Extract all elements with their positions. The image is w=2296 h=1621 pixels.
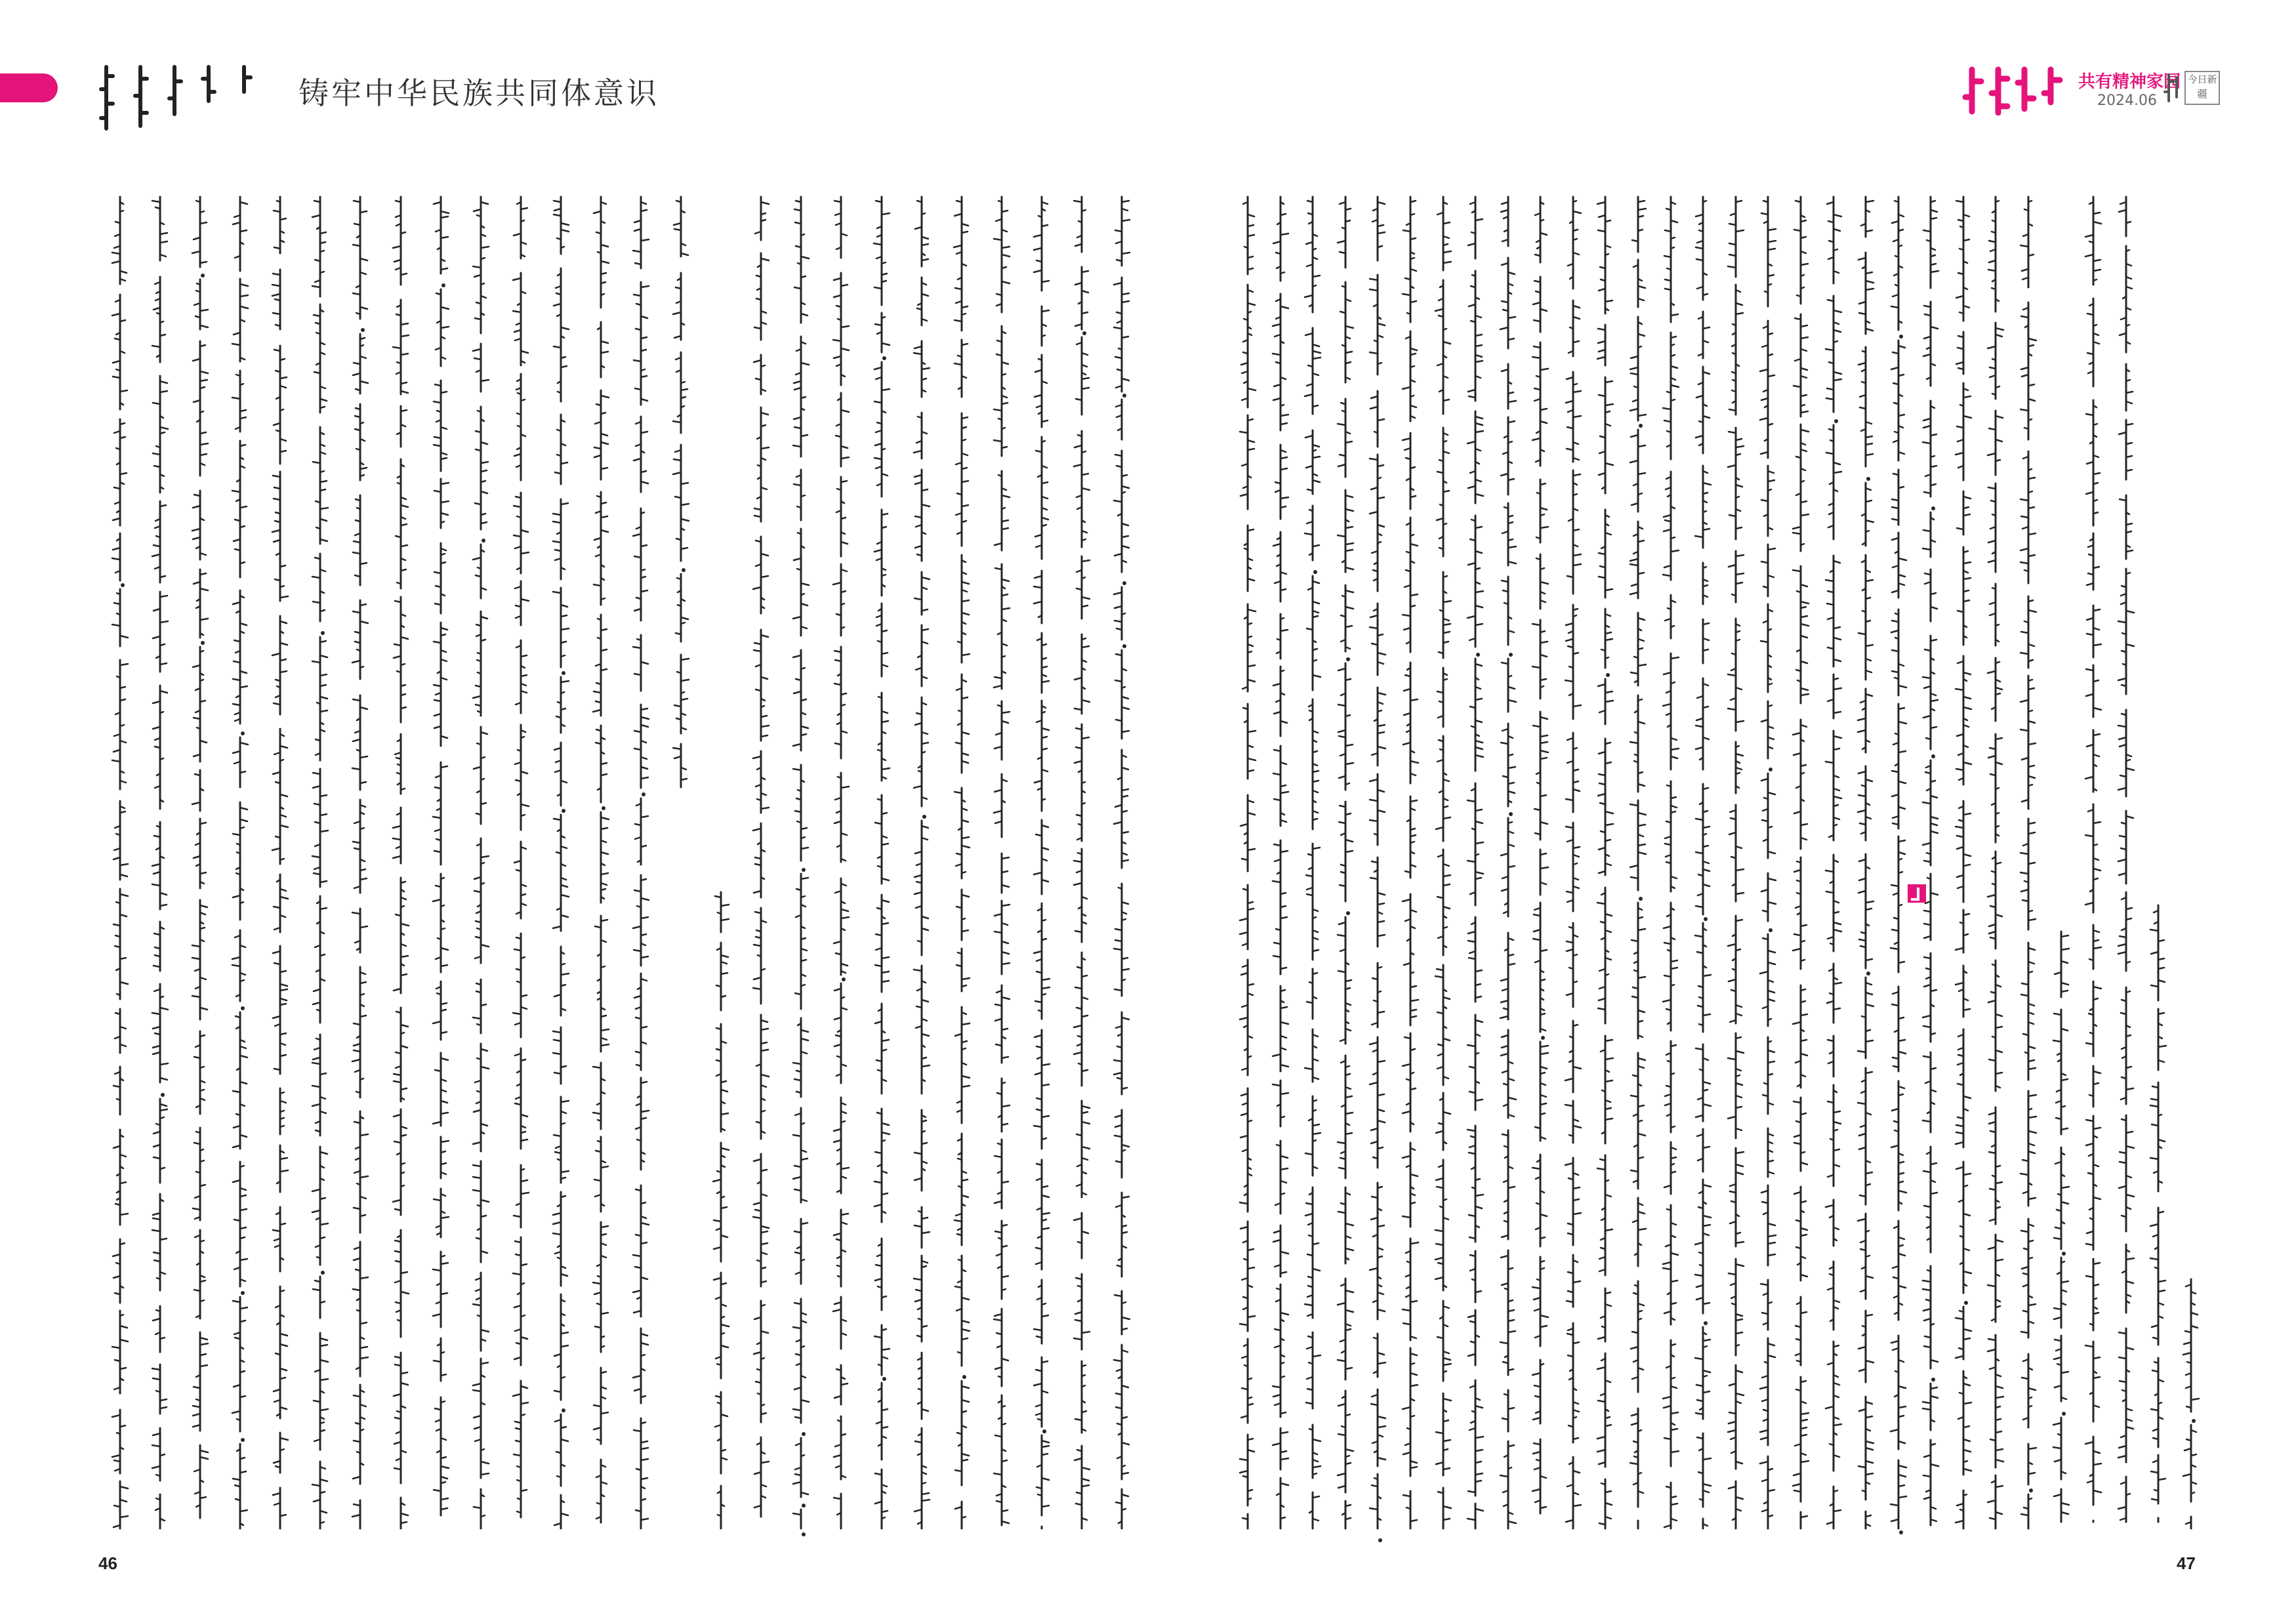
body-text-column <box>1923 197 1938 1525</box>
body-text-column <box>1826 197 1841 1529</box>
body-text-column <box>793 197 809 1536</box>
body-text-column <box>673 197 689 787</box>
body-text-column <box>713 892 729 1529</box>
body-text-column <box>1760 197 1776 1529</box>
body-text-column <box>2053 932 2069 1522</box>
body-text-column <box>1858 197 1874 1529</box>
body-text-column <box>753 197 769 1517</box>
body-text-column <box>1240 197 1256 1529</box>
body-text-column <box>1565 197 1581 1529</box>
body-text-column <box>1597 197 1613 1529</box>
magazine-subtitle-block <box>2078 72 2181 110</box>
body-text-column <box>1467 197 1483 1529</box>
body-text-column <box>1435 197 1451 1529</box>
body-text-column <box>513 197 529 1517</box>
body-text-column <box>1956 197 1971 1529</box>
checkmark-glyph <box>1911 888 1919 901</box>
body-text-column <box>352 197 368 1529</box>
body-text-column <box>1034 197 1050 1529</box>
body-text-column <box>2183 1279 2199 1529</box>
body-text-column <box>1403 197 1418 1529</box>
body-text-column <box>1500 197 1516 1529</box>
mongolian-section-title <box>92 63 289 134</box>
body-text-column <box>433 197 449 1515</box>
body-text-column <box>874 197 890 1529</box>
body-text-column <box>1532 197 1548 1513</box>
body-text-column <box>1273 197 1288 1529</box>
page-number-right: 47 <box>2177 1553 2196 1573</box>
body-text-column <box>1370 197 1385 1542</box>
column-logo-icon <box>2162 71 2182 105</box>
body-text-column <box>2020 197 2036 1529</box>
body-text-column <box>1728 197 1744 1529</box>
body-text-column <box>393 197 409 1529</box>
body-text-column <box>2118 197 2134 1522</box>
body-text-column <box>833 197 849 1529</box>
body-text-column <box>1891 197 1906 1534</box>
body-text-column <box>1793 197 1809 1529</box>
body-text-column <box>633 197 649 1529</box>
body-text-column <box>152 197 168 1529</box>
body-text-column <box>232 197 248 1529</box>
body-text-column <box>1074 197 1090 1529</box>
body-text-column <box>553 197 569 1529</box>
body-text-column <box>112 197 128 1529</box>
body-text-column <box>1338 197 1353 1529</box>
issue-date: 2024.06 <box>2097 92 2157 109</box>
body-text-column <box>2150 905 2166 1522</box>
body-text-column <box>312 197 328 1529</box>
body-text-column <box>1630 197 1646 1529</box>
body-text-column <box>1305 197 1321 1529</box>
body-text-column <box>1988 197 2003 1529</box>
page-title: 铸牢中华民族共同体意识 <box>298 75 659 111</box>
body-text-column <box>593 197 609 1523</box>
body-text-column <box>1114 197 1130 1529</box>
body-text-column <box>994 197 1010 1525</box>
body-text-column <box>2085 197 2101 1522</box>
body-text-column <box>272 197 288 1529</box>
body-text-column <box>1695 197 1711 1529</box>
column-logo-box: 今日新疆 <box>2184 71 2220 105</box>
section-tab <box>0 73 58 102</box>
magazine-subtitle: 共有精神家园 <box>2078 72 2181 92</box>
body-text-column <box>473 197 489 1529</box>
mongolian-magazine-logo <box>1960 66 2070 115</box>
page-number-left: 46 <box>98 1553 117 1573</box>
body-text-column <box>192 197 208 1518</box>
body-text-column <box>954 197 970 1529</box>
body-text-column <box>1663 197 1679 1529</box>
body-text-column <box>914 197 930 1529</box>
